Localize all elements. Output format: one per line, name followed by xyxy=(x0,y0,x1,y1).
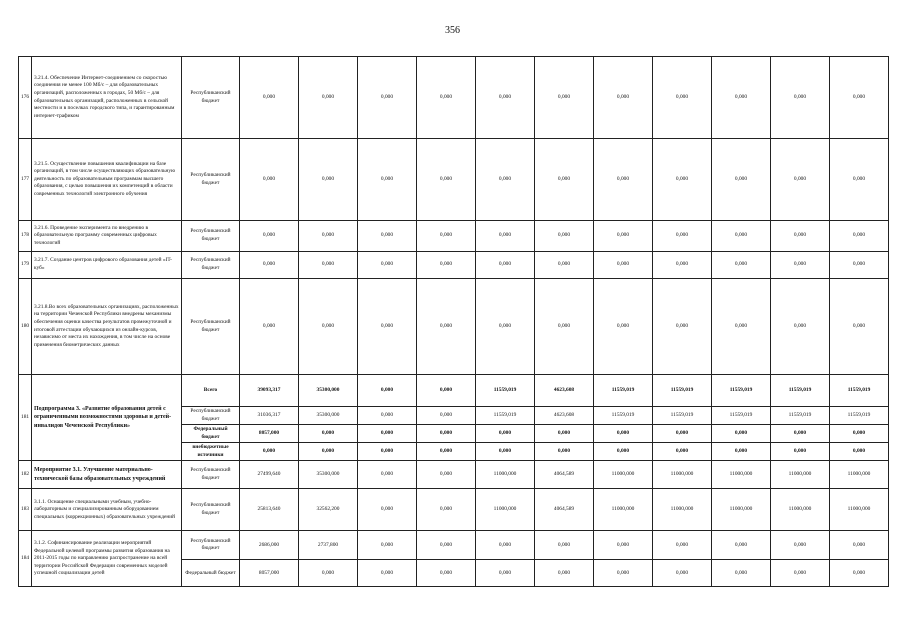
amount-cell: 0,000 xyxy=(476,443,535,461)
amount-cell: 0,000 xyxy=(476,252,535,279)
funding-source: внебюджетные источники xyxy=(182,443,240,461)
amount-cell: 0,000 xyxy=(712,252,771,279)
amount-cell: 0,000 xyxy=(417,221,476,252)
amount-cell: 0,000 xyxy=(535,425,594,443)
amount-cell: 11559,019 xyxy=(830,407,889,425)
table-row xyxy=(19,139,889,221)
amount-cell: 0,000 xyxy=(535,531,594,560)
amount-cell: 0,000 xyxy=(712,560,771,587)
amount-cell: 11000,000 xyxy=(653,461,712,489)
amount-cell: 0,000 xyxy=(535,279,594,375)
amount-cell: 0,000 xyxy=(594,560,653,587)
amount-cell: 0,000 xyxy=(417,252,476,279)
amount-cell: 0,000 xyxy=(358,139,417,221)
amount-cell: 0,000 xyxy=(417,139,476,221)
amount-cell: 0,000 xyxy=(417,560,476,587)
amount-cell: 0,000 xyxy=(299,252,358,279)
amount-cell: 11559,019 xyxy=(594,375,653,407)
row-description: 3.21.5. Осуществление повышения квалификации на базе организаций, в том числе осуществляющих образовательную деятельность по образовательным программам высшего образования, с целью повышения их компетенций в области современных технологий электронного обучения xyxy=(32,139,182,221)
amount-cell: 0,000 xyxy=(476,531,535,560)
amount-cell: 0,000 xyxy=(653,425,712,443)
funding-source: Республиканский бюджет xyxy=(182,221,240,252)
amount-cell: 0,000 xyxy=(476,560,535,587)
row-description: 3.1.1. Оснащение специальными учебным, учебно-лабораторным и специализированным оборудованием специальных (коррекционных) образовательных учреждений xyxy=(32,489,182,531)
amount-cell: 11559,019 xyxy=(771,407,830,425)
amount-cell: 0,000 xyxy=(358,531,417,560)
amount-cell: 0,000 xyxy=(358,279,417,375)
amount-cell: 0,000 xyxy=(240,279,299,375)
amount-cell: 0,000 xyxy=(417,57,476,139)
funding-source: Республиканский бюджет xyxy=(182,252,240,279)
amount-cell: 11559,019 xyxy=(830,375,889,407)
funding-source: Республиканский бюджет xyxy=(182,489,240,531)
amount-cell: 0,000 xyxy=(830,560,889,587)
amount-cell: 0,000 xyxy=(476,425,535,443)
amount-cell: 4064,589 xyxy=(535,489,594,531)
amount-cell: 0,000 xyxy=(358,560,417,587)
amount-cell: 8057,000 xyxy=(240,560,299,587)
row-number: 178 xyxy=(19,221,32,252)
table-row xyxy=(19,461,889,489)
row-description: 3.21.7. Создание центров цифрового образования детей «IT-куб» xyxy=(32,252,182,279)
amount-cell: 31036,317 xyxy=(240,407,299,425)
amount-cell: 0,000 xyxy=(653,531,712,560)
amount-cell: 0,000 xyxy=(653,252,712,279)
amount-cell: 0,000 xyxy=(535,560,594,587)
amount-cell: 0,000 xyxy=(830,221,889,252)
amount-cell: 11559,019 xyxy=(712,407,771,425)
amount-cell: 11559,019 xyxy=(771,375,830,407)
row-number: 181 xyxy=(19,375,32,461)
amount-cell: 11559,019 xyxy=(476,375,535,407)
amount-cell: 0,000 xyxy=(830,139,889,221)
amount-cell: 0,000 xyxy=(653,443,712,461)
amount-cell: 0,000 xyxy=(712,57,771,139)
amount-cell: 0,000 xyxy=(417,489,476,531)
amount-cell: 0,000 xyxy=(535,57,594,139)
amount-cell: 0,000 xyxy=(417,531,476,560)
amount-cell: 0,000 xyxy=(240,252,299,279)
amount-cell: 0,000 xyxy=(653,279,712,375)
amount-cell: 0,000 xyxy=(417,443,476,461)
row-number: 184 xyxy=(19,531,32,587)
amount-cell: 0,000 xyxy=(417,279,476,375)
amount-cell: 0,000 xyxy=(594,279,653,375)
amount-cell: 0,000 xyxy=(594,252,653,279)
amount-cell: 0,000 xyxy=(358,221,417,252)
amount-cell: 0,000 xyxy=(299,425,358,443)
amount-cell: 0,000 xyxy=(417,461,476,489)
amount-cell: 2737,800 xyxy=(299,531,358,560)
amount-cell: 0,000 xyxy=(653,139,712,221)
amount-cell: 0,000 xyxy=(299,139,358,221)
amount-cell: 27499,640 xyxy=(240,461,299,489)
budget-table xyxy=(18,56,889,587)
funding-source: Республиканский бюджет xyxy=(182,461,240,489)
amount-cell: 11559,019 xyxy=(653,407,712,425)
amount-cell: 11000,000 xyxy=(594,461,653,489)
amount-cell: 0,000 xyxy=(594,425,653,443)
amount-cell: 35300,000 xyxy=(299,407,358,425)
funding-source: Республиканский бюджет xyxy=(182,531,240,560)
amount-cell: 4064,589 xyxy=(535,461,594,489)
amount-cell: 0,000 xyxy=(771,139,830,221)
row-description: 3.1.2. Софинансирование реализации мероприятий Федеральной целевой программы развития образования на 2011-2015 годы по направлению распространение на всей территории Российской Федерации современных моделей успешной социализации детей xyxy=(32,531,182,587)
table-row xyxy=(19,375,889,407)
amount-cell: 0,000 xyxy=(712,531,771,560)
amount-cell: 35300,000 xyxy=(299,375,358,407)
amount-cell: 0,000 xyxy=(771,531,830,560)
funding-source: Республиканский бюджет xyxy=(182,57,240,139)
amount-cell: 0,000 xyxy=(299,443,358,461)
amount-cell: 0,000 xyxy=(771,560,830,587)
amount-cell: 39093,317 xyxy=(240,375,299,407)
amount-cell: 25813,640 xyxy=(240,489,299,531)
page-number: 356 xyxy=(445,25,460,36)
amount-cell: 11000,000 xyxy=(830,461,889,489)
amount-cell: 0,000 xyxy=(594,57,653,139)
amount-cell: 0,000 xyxy=(830,279,889,375)
amount-cell: 0,000 xyxy=(771,221,830,252)
amount-cell: 11000,000 xyxy=(712,461,771,489)
table-row xyxy=(19,279,889,375)
amount-cell: 0,000 xyxy=(594,531,653,560)
amount-cell: 11000,000 xyxy=(653,489,712,531)
amount-cell: 0,000 xyxy=(299,57,358,139)
amount-cell: 0,000 xyxy=(535,221,594,252)
amount-cell: 0,000 xyxy=(358,489,417,531)
amount-cell: 11559,019 xyxy=(653,375,712,407)
amount-cell: 0,000 xyxy=(358,252,417,279)
amount-cell: 0,000 xyxy=(417,375,476,407)
amount-cell: 0,000 xyxy=(594,443,653,461)
row-description: Подпрограмма 3. «Развитие образования детей с ограниченными возможностями здоровья и детей-инвалидов Чеченской Республики» xyxy=(32,375,182,461)
amount-cell: 0,000 xyxy=(771,57,830,139)
amount-cell: 0,000 xyxy=(358,461,417,489)
amount-cell: 0,000 xyxy=(476,221,535,252)
row-description: Мероприятие 3.1. Улучшение материально-технической базы образовательных учреждений xyxy=(32,461,182,489)
amount-cell: 0,000 xyxy=(771,425,830,443)
amount-cell: 0,000 xyxy=(712,425,771,443)
amount-cell: 0,000 xyxy=(830,531,889,560)
amount-cell: 2686,000 xyxy=(240,531,299,560)
amount-cell: 11000,000 xyxy=(476,461,535,489)
amount-cell: 11000,000 xyxy=(771,461,830,489)
table-row xyxy=(19,57,889,139)
amount-cell: 11000,000 xyxy=(594,489,653,531)
amount-cell: 0,000 xyxy=(240,221,299,252)
row-number: 182 xyxy=(19,461,32,489)
amount-cell: 11559,019 xyxy=(712,375,771,407)
amount-cell: 0,000 xyxy=(358,57,417,139)
row-number: 180 xyxy=(19,279,32,375)
funding-source: Федеральный бюджет xyxy=(182,560,240,587)
amount-cell: 32562,200 xyxy=(299,489,358,531)
funding-source: Федеральный бюджет xyxy=(182,425,240,443)
amount-cell: 0,000 xyxy=(358,443,417,461)
amount-cell: 0,000 xyxy=(712,279,771,375)
funding-source: Республиканский бюджет xyxy=(182,279,240,375)
funding-source: Республиканский бюджет xyxy=(182,139,240,221)
amount-cell: 0,000 xyxy=(476,139,535,221)
amount-cell: 0,000 xyxy=(535,443,594,461)
amount-cell: 0,000 xyxy=(299,221,358,252)
amount-cell: 0,000 xyxy=(535,139,594,221)
amount-cell: 0,000 xyxy=(358,375,417,407)
amount-cell: 0,000 xyxy=(358,425,417,443)
amount-cell: 0,000 xyxy=(417,425,476,443)
amount-cell: 0,000 xyxy=(240,57,299,139)
amount-cell: 0,000 xyxy=(240,139,299,221)
amount-cell: 0,000 xyxy=(535,252,594,279)
amount-cell: 0,000 xyxy=(712,221,771,252)
amount-cell: 11000,000 xyxy=(830,489,889,531)
amount-cell: 8057,000 xyxy=(240,425,299,443)
amount-cell: 0,000 xyxy=(653,57,712,139)
amount-cell: 0,000 xyxy=(417,407,476,425)
amount-cell: 0,000 xyxy=(771,252,830,279)
amount-cell: 11000,000 xyxy=(712,489,771,531)
row-description: 3.21.8.Во всех образовательных организациях, расположенных на территории Чеченской Республики внедрены механизмы обеспечения оценки качества результатов промежуточной и итоговой аттестации обучающихся из онлайн-курсов, независимо от места их нахождения, в том числе на основе применения биометрических данных xyxy=(32,279,182,375)
row-number: 183 xyxy=(19,489,32,531)
amount-cell: 4623,608 xyxy=(535,407,594,425)
amount-cell: 0,000 xyxy=(830,57,889,139)
amount-cell: 11559,019 xyxy=(476,407,535,425)
amount-cell: 0,000 xyxy=(830,443,889,461)
amount-cell: 0,000 xyxy=(712,139,771,221)
row-number: 176 xyxy=(19,57,32,139)
table-row xyxy=(19,489,889,531)
amount-cell: 0,000 xyxy=(476,57,535,139)
amount-cell: 0,000 xyxy=(653,221,712,252)
amount-cell: 0,000 xyxy=(358,407,417,425)
amount-cell: 0,000 xyxy=(771,443,830,461)
row-description: 3.21.6. Проведение эксперимента по внедрению в образовательную программу современных цифровых технологий xyxy=(32,221,182,252)
amount-cell: 0,000 xyxy=(771,279,830,375)
amount-cell: 0,000 xyxy=(476,279,535,375)
funding-source: Всего xyxy=(182,375,240,407)
amount-cell: 11000,000 xyxy=(771,489,830,531)
amount-cell: 11559,019 xyxy=(594,407,653,425)
amount-cell: 0,000 xyxy=(299,560,358,587)
row-number: 177 xyxy=(19,139,32,221)
funding-source: Республиканский бюджет xyxy=(182,407,240,425)
amount-cell: 0,000 xyxy=(594,221,653,252)
row-description: 3.21.4. Обеспечение Интернет-соединением со скоростью соединения не менее 100 Мб/с – для образовательных организаций, расположенных в городах, 50 Мб/с – для образовательных организаций, расположенных в сельской местности и в поселках городского типа, и гарантированным интернет-трафиком xyxy=(32,57,182,139)
amount-cell: 0,000 xyxy=(830,425,889,443)
amount-cell: 0,000 xyxy=(712,443,771,461)
amount-cell: 0,000 xyxy=(653,560,712,587)
amount-cell: 0,000 xyxy=(830,252,889,279)
amount-cell: 4623,608 xyxy=(535,375,594,407)
amount-cell: 0,000 xyxy=(299,279,358,375)
amount-cell: 11000,000 xyxy=(476,489,535,531)
table-row xyxy=(19,221,889,252)
row-number: 179 xyxy=(19,252,32,279)
table-row xyxy=(19,531,889,560)
amount-cell: 35300,000 xyxy=(299,461,358,489)
amount-cell: 0,000 xyxy=(240,443,299,461)
amount-cell: 0,000 xyxy=(594,139,653,221)
table-row xyxy=(19,252,889,279)
